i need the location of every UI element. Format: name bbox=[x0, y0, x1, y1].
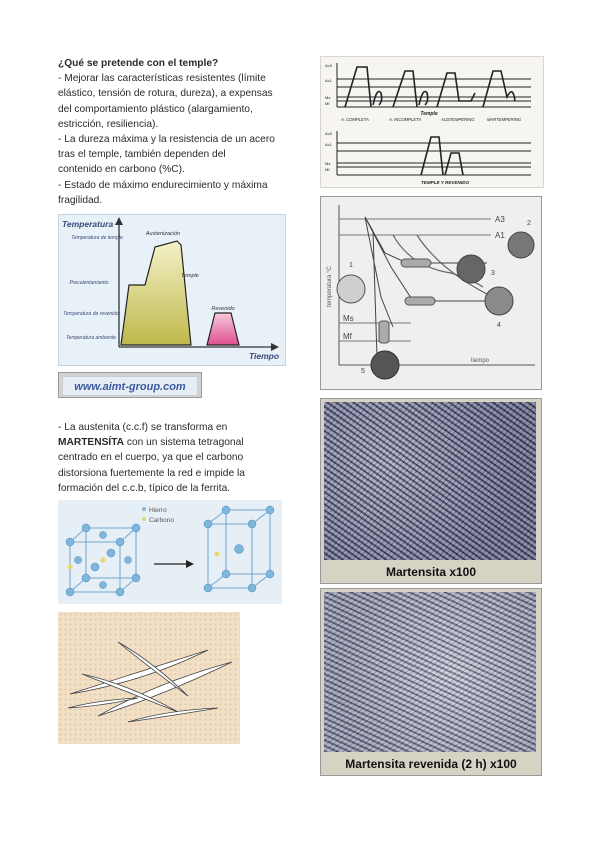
ttt-svg bbox=[321, 197, 541, 389]
intro-line: fragilidad. bbox=[58, 194, 103, 206]
sketch-label-ac3-b: Ac3 bbox=[325, 131, 332, 136]
ttt-micro-3 bbox=[457, 255, 485, 283]
austenite-text bbox=[58, 420, 294, 496]
austenite-line-rest: con un sistema tetragonal bbox=[124, 437, 244, 449]
label-temple: Temple bbox=[181, 273, 199, 279]
ttt-a1-label: A1 bbox=[495, 231, 505, 240]
sketch-label-ms: Ms bbox=[325, 95, 331, 100]
martensita-term: MARTENSÍTA bbox=[58, 437, 125, 449]
austenite-line bbox=[58, 435, 294, 450]
sketch-top-axes bbox=[337, 63, 531, 107]
intro-line: - La dureza máxima y la resistencia de un acero bbox=[58, 134, 275, 146]
y-axis-arrow-icon bbox=[115, 217, 123, 225]
diagram-xlabel: Tiempo bbox=[249, 351, 280, 361]
carbon-atom-icon bbox=[101, 558, 106, 563]
needles-svg bbox=[58, 612, 240, 744]
carbon-legend-icon bbox=[142, 517, 146, 521]
ttt-mf-label: Mf bbox=[343, 332, 352, 341]
sketch-label-ac1: Ac1 bbox=[325, 78, 332, 83]
sketch-label-mf: Mf bbox=[325, 101, 330, 106]
label-austenizacion: Austenización bbox=[145, 231, 181, 237]
sketch-label-temple: Temple bbox=[420, 111, 438, 117]
micrograph-image bbox=[324, 402, 536, 560]
revenido-curve bbox=[207, 313, 239, 345]
sketch-label-ac3: Ac3 bbox=[325, 63, 332, 68]
legend-iron: Hierro bbox=[149, 507, 167, 514]
ylabel-ambiente: Temperatura ambiente bbox=[65, 335, 117, 341]
diagram-title: Temperatura bbox=[62, 219, 114, 229]
sketch-label-temple-revenido: TEMPLE Y REVENIDO bbox=[420, 180, 470, 185]
ttt-num-3: 3 bbox=[491, 270, 495, 277]
ttt-micro-5 bbox=[371, 351, 399, 379]
intro-heading: ¿Qué se pretende con el temple? bbox=[58, 58, 219, 69]
sketch-label-martempering: MARTEMPERING bbox=[487, 117, 522, 122]
ylabel-precalentamiento: Precalentamiento bbox=[69, 280, 109, 286]
iron-legend-icon bbox=[142, 507, 146, 511]
austenite-line: centrado en el cuerpo, ya que el carbono bbox=[58, 452, 244, 464]
url-banner-inner bbox=[62, 376, 198, 396]
intro-line: estricción, resiliencia). bbox=[58, 118, 159, 130]
sketch-label-ms-b: Ms bbox=[325, 161, 331, 166]
ttt-micro-4 bbox=[485, 287, 513, 315]
label-revenido: Revenido bbox=[211, 306, 235, 312]
micrograph-caption: Martensita revenida (2 h) x100 bbox=[345, 757, 517, 771]
carbon-atom-icon bbox=[215, 552, 220, 557]
temple-sketch bbox=[320, 56, 544, 188]
intro-line: del comportamiento plástico (alargamiento, bbox=[58, 103, 253, 115]
micrograph-martensita bbox=[320, 398, 542, 584]
lattice-diagram bbox=[58, 500, 282, 604]
url-banner bbox=[58, 372, 202, 398]
temple-curve bbox=[121, 241, 191, 345]
austenite-line: - La austenita (c.c.f) se transforma en bbox=[58, 422, 228, 433]
austenite-line: distorsiona fuertemente la red e impide la bbox=[58, 467, 245, 479]
ttt-ms-label: Ms bbox=[343, 314, 354, 323]
temperature-diagram bbox=[58, 214, 286, 366]
ylabel-temple: Temperatura de temple bbox=[71, 235, 123, 241]
micrograph-image bbox=[324, 592, 536, 752]
transform-arrow-icon bbox=[186, 560, 194, 568]
intro-line: tras el temple, también dependen del bbox=[58, 149, 226, 161]
lattice-svg bbox=[58, 500, 282, 604]
austenite-line: formación del c.c.b, típico de la ferrita. bbox=[58, 482, 231, 494]
martensite-needles bbox=[58, 612, 240, 744]
sketch-label-incompleta: A. INCOMPLETA bbox=[389, 117, 422, 122]
ttt-num-5: 5 bbox=[361, 368, 365, 375]
ttt-bar bbox=[405, 297, 435, 305]
temple-sketch-svg bbox=[321, 57, 543, 187]
ttt-num-2: 2 bbox=[527, 220, 531, 227]
carbon-atom-icon bbox=[68, 565, 73, 570]
intro-text bbox=[58, 56, 294, 208]
ylabel-revenido: Temperatura de revenido bbox=[63, 311, 119, 317]
ttt-bar bbox=[401, 259, 431, 267]
ttt-bar bbox=[379, 321, 389, 343]
dotted-background bbox=[58, 612, 240, 744]
x-axis-arrow-icon bbox=[271, 343, 279, 351]
url-text: www.aimt-group.com bbox=[74, 381, 186, 393]
sketch-label-austempering: AUSTEMPERING bbox=[441, 117, 475, 122]
intro-line: contenido en carbono (%C). bbox=[58, 164, 185, 176]
ttt-micro-2 bbox=[508, 232, 534, 258]
ttt-ylabel: temperatura °C bbox=[327, 266, 333, 307]
ttt-num-4: 4 bbox=[497, 322, 501, 329]
legend-carbon: Carbono bbox=[149, 517, 174, 524]
ttt-xlabel: tiempo bbox=[471, 358, 490, 364]
ttt-diagram bbox=[320, 196, 542, 390]
sketch-label-mf-b: Mf bbox=[325, 167, 330, 172]
ttt-num-1: 1 bbox=[349, 262, 353, 269]
intro-line: elástico, tensión de rotura, dureza), a expensas bbox=[58, 88, 273, 100]
sketch-label-completa: A. COMPLETA bbox=[341, 117, 369, 122]
intro-line: - Mejorar las características resistentes (límite bbox=[58, 73, 266, 85]
micrograph-caption: Martensita x100 bbox=[385, 565, 477, 579]
temperature-diagram-svg bbox=[59, 215, 285, 365]
ttt-a3-label: A3 bbox=[495, 215, 505, 224]
ttt-micro-1 bbox=[337, 275, 365, 303]
intro-line: - Estado de máximo endurecimiento y máxima bbox=[58, 179, 268, 191]
micrograph-martensita-revenida bbox=[320, 588, 542, 776]
sketch-label-ac1-b: Ac1 bbox=[325, 142, 332, 147]
